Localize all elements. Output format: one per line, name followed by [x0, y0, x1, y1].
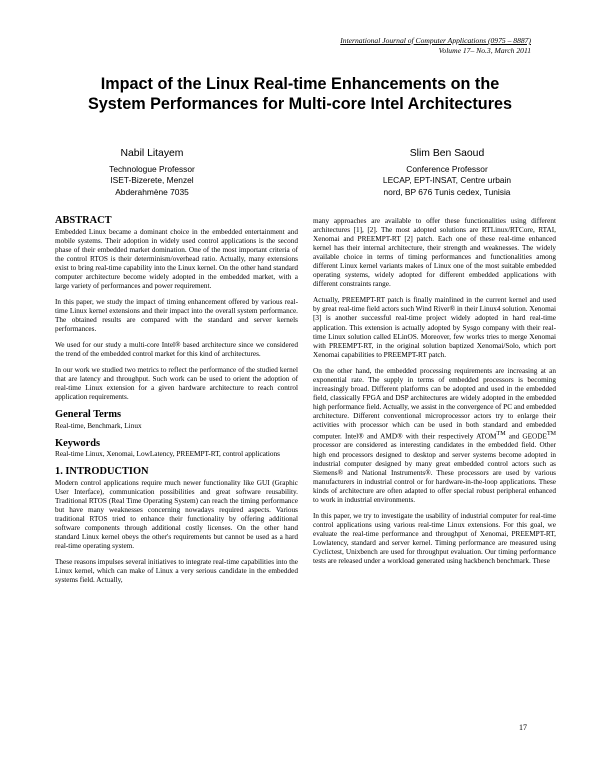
author-name: Slim Ben Saoud [409, 148, 485, 159]
body-text-segment: and GEODE [505, 432, 547, 441]
author-block-1 [67, 147, 237, 198]
keywords-text: Real-time Linux, Xenomai, LowLatency, PREEMPT-RT, control applications [55, 450, 281, 459]
introduction-paragraph: Modern control applications require much newer functionality like GUI (Graphic User Interface), communication possibilities and great software reusability. Traditional RTOS (Real Time Operating System) can reach the timing performance but have many weaknesses concerning nowadays required aspects. Various traditional RTOS tried to enhance their functionality by offering additional software components through additional costly licenses. On the other hand standard Linux kernel obeys the other's requirements but cannot be used as a hard real-time operating system. [55, 478, 298, 551]
journal-header [340, 36, 531, 55]
body-paragraph [313, 367, 556, 505]
page-number: 17 [519, 723, 527, 732]
general-terms-heading: General Terms [55, 409, 122, 421]
paper-title [40, 74, 560, 114]
paper-title-line-1: Impact of the Linux Real-time Enhancements on the [100, 75, 500, 93]
right-column [313, 217, 556, 573]
abstract-paragraph: In our work we studied two metrics to reflect the performance of the studied kernel that are latency and throughput. Such work can be used to orient the adoption of real-time Linux extension for a given hardware architecture to reach control application requirements. [55, 366, 298, 402]
keywords-heading: Keywords [55, 437, 101, 449]
author-name: Nabil Litayem [120, 148, 184, 159]
body-paragraph: Actually, PREEMPT-RT patch is finally mainlined in the current kernel and used by great real-time field actors such Wind River® in their Linux4 solution. Xenomai [3] is another successful real-time project widely adopted in hard real-time application. This extension is actually adopted by Sysgo company with their real-time Linux solution called ELinOS. Moreover, few works tries to merge Xenomai with PREEMPT-RT, in the original solution baptized Xenomai/Solo, which port Xenomai capabilities to PREEMPT-RT patch. [313, 296, 556, 359]
trademark-superscript: TM [496, 431, 506, 438]
author-address: nord, BP 676 Tunis cedex, Tunisia [383, 186, 511, 197]
abstract-heading: ABSTRACT [55, 215, 112, 226]
body-text-segment: processor are considered as interesting candidates in the embedded field. Other high end processors designed to desktop and server systems become adopted in industrial computer designed by many great embedded control actors such as Siemens® and National Instruments®. These processors are used by various manufacturers in industrial control or for hardware-in-the-loop applications. These kinds of architecture are often adapted to offer special robust peripheral enhanced to work in industrial environments. [313, 441, 556, 504]
abstract-paragraph: We used for our study a multi-core Intel® based architecture since we considered the trend of the embedded control market for this kind of architectures. [55, 341, 298, 359]
journal-name: International Journal of Computer Applications (0975 – 8887) [340, 36, 531, 45]
author-affiliation: LECAP, EPT-INSAT, Centre urbain [382, 175, 512, 186]
author-role: Technologue Professor [109, 164, 195, 174]
trademark-superscript: TM [546, 431, 556, 438]
author-role: Conference Professor [406, 164, 488, 174]
abstract-paragraph: Embedded Linux became a dominant choice in the embedded entertainment and mobile systems. Their adoption in widely used control applications is the second phase of their embedded market domination. One of the most important criteria of the control RTOS is their determinism/overhead ratio. Actually, many extensions exist to bring real-time capability into the Linux kernel. On the other hand standard computer architecture become widely adopted in the embedded market, with a large variety of performances and power requirement. [55, 227, 298, 290]
body-text-segment: On the other hand, the embedded processing requirements are increasing at an exponential rate. The supply in terms of embedded processors is becoming increasingly broad. Different platforms can be adopted and used in the embedded field, classically FPGA and DSP architectures are widely adopted in the embedded high performance field. Actually, we assist in the convergence of PC and embedded architecture. Different conventional microprocessor actors try to enlarge their activities with processor which can be used in both standard and embedded computer. Intel® and AMD® with their respectively ATOM [313, 366, 556, 441]
body-paragraph: many approaches are available to offer these functionalities using different architectures [1], [2]. The most adopted solutions are RTLinux/RTCore, RTAI, Xenomai and PREEMPT-RT [2] patch. Each one of these real-time enhanced kernel has their internal architecture, their strength and weaknesses. The widely available choice in terms of timing performances and functionalities among different Linux kernel variants makes of Linux one of the most suitable embedded operating systems, widely adopted for different embedded applications with different constraints range. [313, 217, 556, 289]
paper-title-line-2: System Performances for Multi-core Intel Architectures [88, 95, 512, 113]
general-terms-text: Real-time, Benchmark, Linux [55, 421, 142, 430]
author-address: Abderahmène 7035 [115, 186, 189, 197]
body-paragraph: In this paper, we try to investigate the usability of industrial computer for real-time control applications using various real-time Linux extensions. For this goal, we evaluate the real-time performance and throughput of Xenomai, PREEMPT-RT, Lowlatency, standard and server kernel. Timing performance are measured using Cyclictest, Unixbench are used for throughput evaluation. Our timing performance tests are released under a workload generated using hackbench benchmark. These [313, 511, 556, 566]
introduction-heading: 1. INTRODUCTION [55, 466, 149, 478]
left-column [55, 215, 298, 592]
author-affiliation: ISET-Bizerete, Menzel [110, 175, 194, 186]
author-block-2 [362, 147, 532, 198]
journal-volume: Volume 17– No.3, March 2011 [438, 45, 531, 55]
introduction-paragraph: These reasons impulses several initiatives to integrate real-time capabilities into the Linux kernel, which can make of Linux a very serious candidate in the embedded systems field. Actually, [55, 558, 298, 585]
abstract-paragraph: In this paper, we study the impact of timing enhancement offered by various real-time Linux kernel extensions and their impact into the overall system performance. The obtained results are compared with the standard and server kernels performances. [55, 297, 298, 333]
